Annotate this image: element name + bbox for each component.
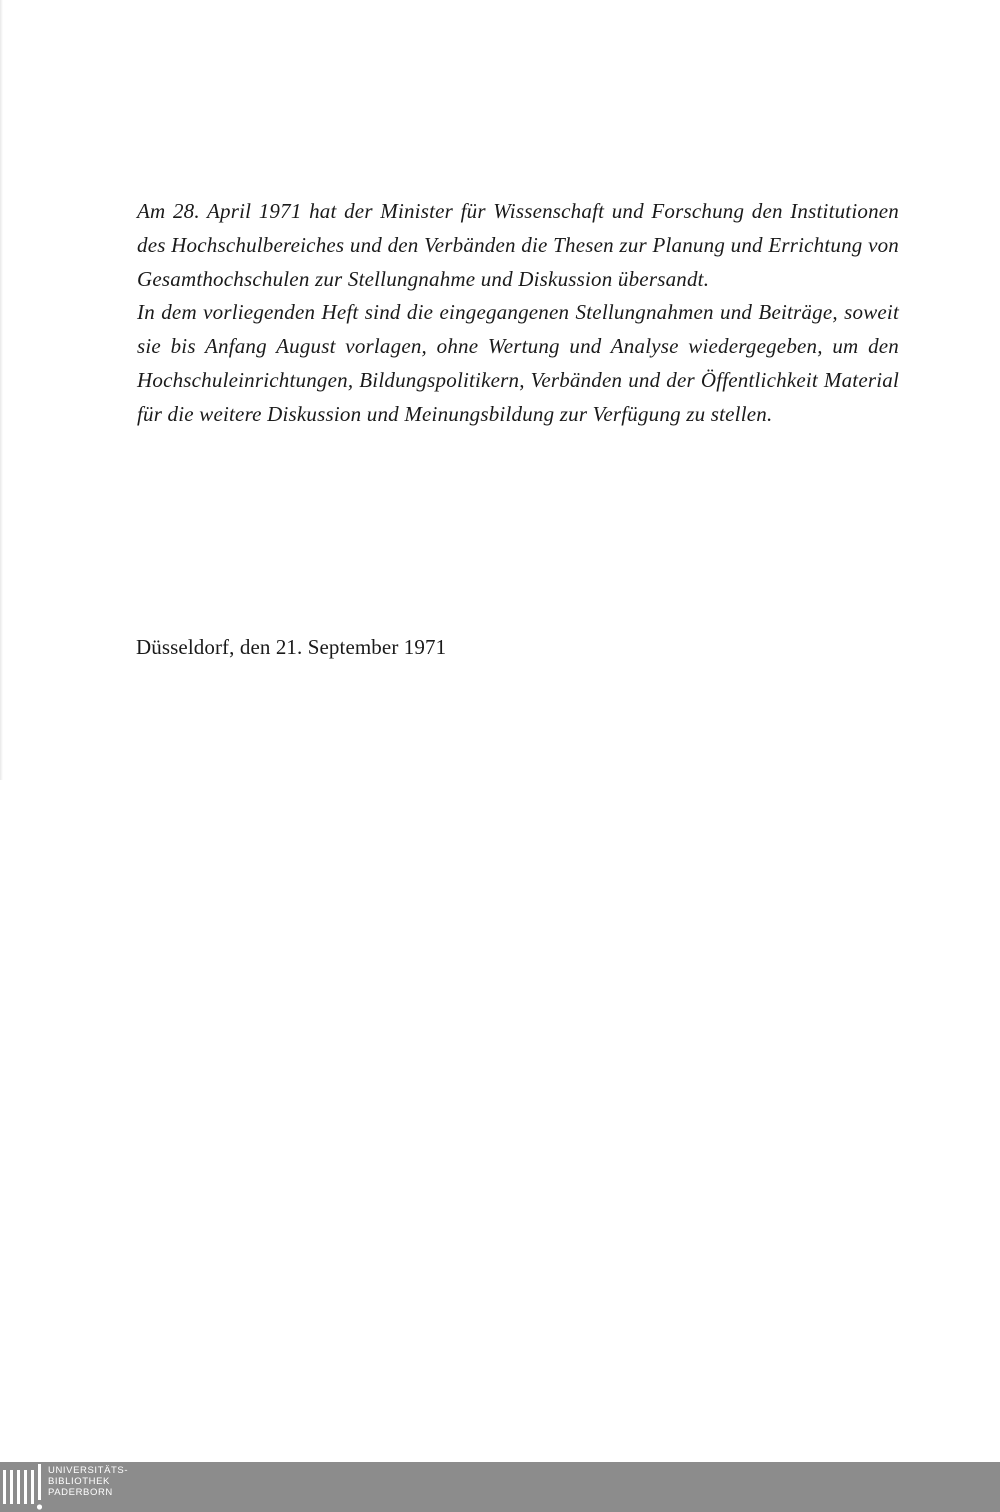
page-edge [0,0,3,780]
place-date: Düsseldorf, den 21. September 1971 [136,635,447,659]
library-name-line-2: BIBLIOTHEK [48,1476,110,1487]
library-logo [0,1462,129,1512]
paragraph-booklet-contents: In dem vorliegenden Heft sind die eingegangenen Stellungnahmen und Beiträge, soweit sie bis Anfang August vorlagen, ohne Wertung und Analyse wiedergegeben, um den Hochschuleinrichtungen, Bildungspolitikern, Verbänden und der Öffentlichkeit Material für die weitere Diskussion und Meinungsbildung zur Verfügung zu stellen. [137,300,899,426]
intro-text [137,195,899,432]
library-name-line-3: PADERBORN [48,1487,113,1498]
library-name-line-1: UNIVERSITÄTS- [48,1465,129,1476]
library-footer-bar [0,1462,1000,1512]
library-bars-icon [0,1462,46,1512]
library-name [48,1465,128,1498]
paragraph-sending-theses: Am 28. April 1971 hat der Minister für Wissenschaft und Forschung den Institutionen des Hochschulbereiches und den Verbänden die Thesen zur Planung und Errichtung von Gesamthochschulen zur Stellungnahme und Diskussion übersandt. [137,199,899,291]
